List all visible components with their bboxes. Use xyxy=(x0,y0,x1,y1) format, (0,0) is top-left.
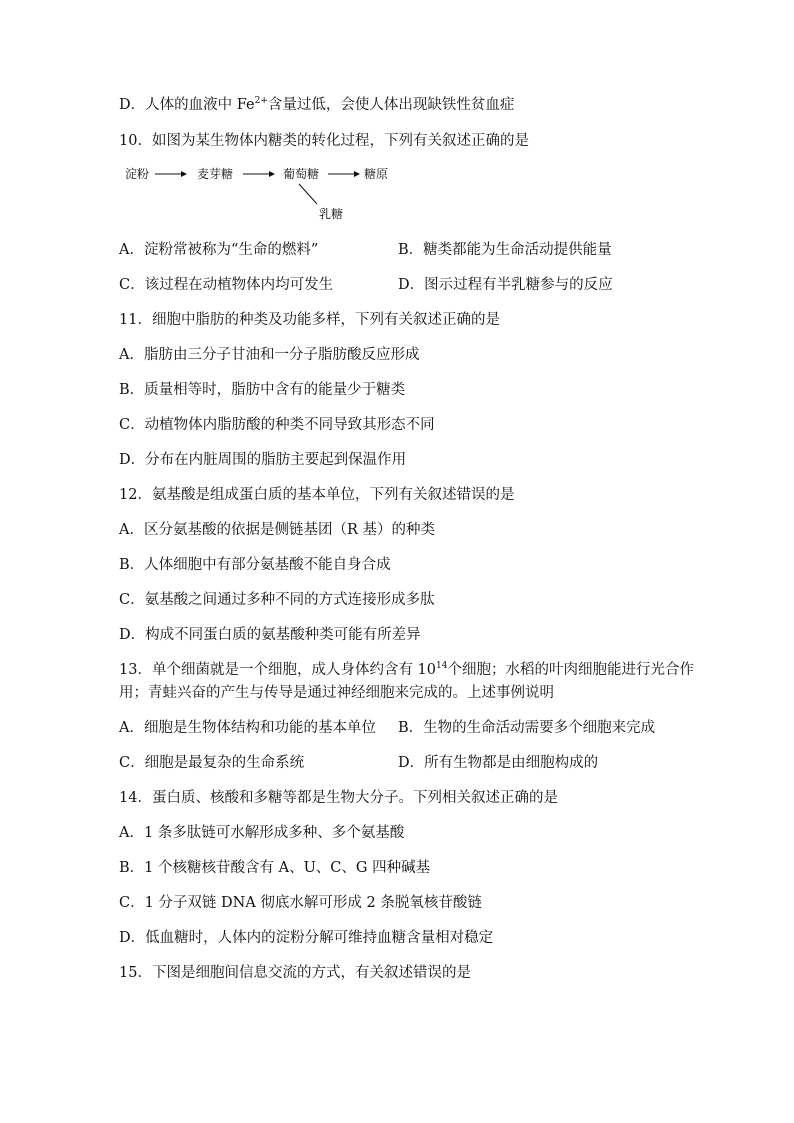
q11-option-b: B．质量相等时，脂肪中含有的能量少于糖类 xyxy=(119,382,406,398)
diagram-lactose-label: 乳糖 xyxy=(319,207,344,221)
diagram-maltose-label: 麦芽糖 xyxy=(197,167,234,181)
q14-option-c: C．1 分子双链 DNA 彻底水解可形成 2 条脱氧核苷酸链 xyxy=(119,895,482,911)
q10-option-d: D．图示过程有半乳糖参与的反应 xyxy=(398,277,613,293)
q13-option-a: A．细胞是生物体结构和功能的基本单位 xyxy=(119,720,376,736)
q11-stem: 11．细胞中脂肪的种类及功能多样，下列有关叙述正确的是 xyxy=(119,312,500,328)
q13-stem-superscript: 14 xyxy=(436,661,448,672)
q9-option-d-superscript: 2+ xyxy=(254,96,268,107)
q12-stem: 12．氨基酸是组成蛋白质的基本单位，下列有关叙述错误的是 xyxy=(119,487,515,503)
q9-option-d-text-post: 含量过低，会使人体出现缺铁性贫血症 xyxy=(267,97,515,113)
q13-stem-pre: 13．单个细菌就是一个细胞，成人身体约含有 10 xyxy=(119,662,437,678)
q10-option-a: A．淀粉常被称为“生命的燃料” xyxy=(119,242,319,258)
diagram-glucose-label: 葡萄糖 xyxy=(283,167,320,181)
q9-option-d xyxy=(119,95,514,115)
q12-option-d: D．构成不同蛋白质的氨基酸种类可能有所差异 xyxy=(119,627,421,643)
q13-stem-line2: 用；青蛙兴奋的产生与传导是通过神经细胞来完成的。上述事例说明 xyxy=(119,685,554,701)
q10-option-b: B．糖类都能为生命活动提供能量 xyxy=(398,242,612,258)
arrowhead-starch-maltose xyxy=(181,171,187,177)
q13-option-c: C．细胞是最复杂的生命系统 xyxy=(119,755,305,771)
q13-stem-line1 xyxy=(119,660,694,680)
q14-option-a: A．1 条多肽链可水解形成多种、多个氨基酸 xyxy=(119,825,405,841)
q12-option-c: C．氨基酸之间通过多种不同的方式连接形成多肽 xyxy=(119,592,435,608)
line-glucose-lactose xyxy=(299,184,317,204)
sugar-conversion-diagram xyxy=(119,162,399,222)
q13-stem-post: 个细胞；水稻的叶肉细胞能进行光合作 xyxy=(447,662,694,678)
q15-stem: 15．下图是细胞间信息交流的方式，有关叙述错误的是 xyxy=(119,965,471,981)
q12-option-b: B．人体细胞中有部分氨基酸不能自身合成 xyxy=(119,557,391,573)
arrowhead-maltose-glucose xyxy=(269,171,275,177)
q10-option-c: C．该过程在动植物体内均可发生 xyxy=(119,277,334,293)
q9-option-d-text-pre: D．人体的血液中 Fe xyxy=(119,97,255,113)
q14-stem: 14．蛋白质、核酸和多糖等都是生物大分子。下列相关叙述正确的是 xyxy=(119,790,558,806)
q13-option-d: D．所有生物都是由细胞构成的 xyxy=(398,755,599,771)
q10-stem: 10．如图为某生物体内糖类的转化过程，下列有关叙述正确的是 xyxy=(119,133,529,149)
diagram-starch-label: 淀粉 xyxy=(125,167,150,181)
q12-option-a: A．区分氨基酸的依据是侧链基团（R 基）的种类 xyxy=(119,522,435,538)
arrowhead-glucose-glycogen xyxy=(354,171,360,177)
diagram-glycogen-label: 糖原 xyxy=(364,167,389,181)
q11-option-a: A．脂肪由三分子甘油和一分子脂肪酸反应形成 xyxy=(119,347,420,363)
q11-option-c: C．动植物体内脂肪酸的种类不同导致其形态不同 xyxy=(119,417,435,433)
q13-option-b: B．生物的生命活动需要多个细胞来完成 xyxy=(398,720,656,736)
q14-option-b: B．1 个核糖核苷酸含有 A、U、C、G 四种碱基 xyxy=(119,860,431,876)
q14-option-d: D．低血糖时，人体内的淀粉分解可维持血糖含量相对稳定 xyxy=(119,930,494,946)
q11-option-d: D．分布在内脏周围的脂肪主要起到保温作用 xyxy=(119,452,407,468)
